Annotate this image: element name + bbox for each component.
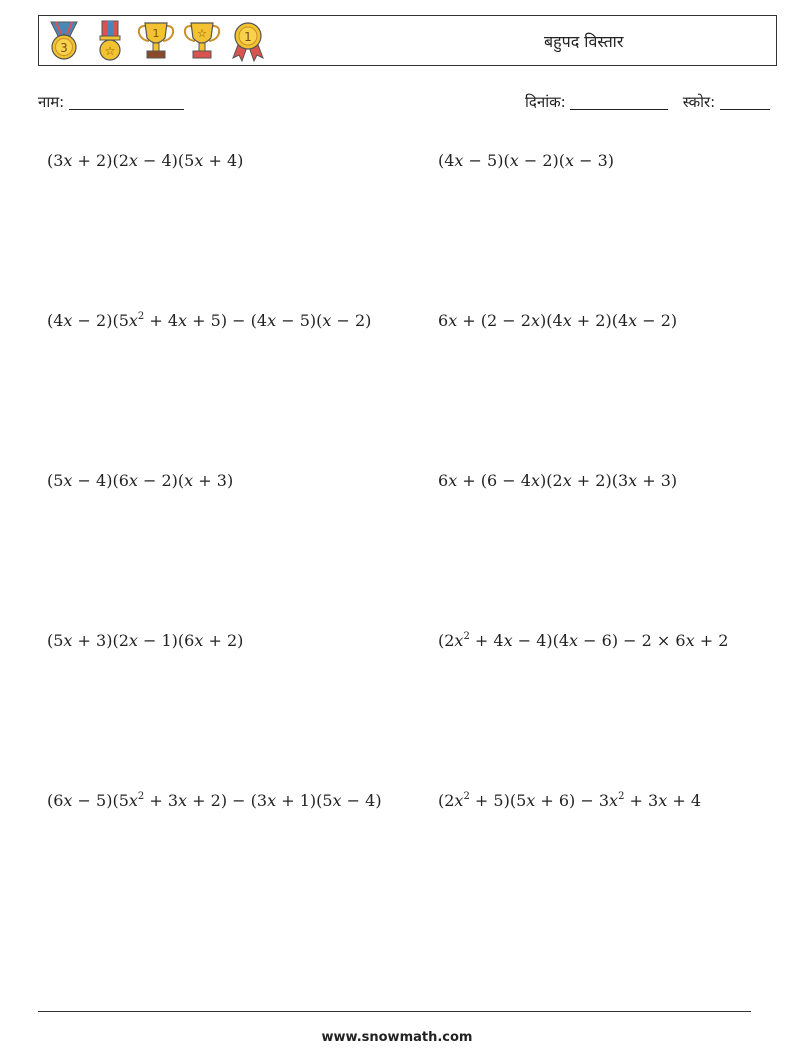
worksheet-header [38,15,777,66]
name-blank[interactable] [69,93,184,110]
problem-10: $(2x^2 + 5)(5x + 6) - 3x^2 + 3x + 4$ [438,791,702,810]
rosette-1-label: 1 [244,30,252,44]
problem-7: (5x + 3)(2x − 1)(6x + 2) [47,631,244,650]
icon-row [45,20,267,62]
name-field [38,92,184,112]
problem-2: (4x − 5)(x − 2)(x − 3) [438,151,615,170]
date-blank[interactable] [570,93,668,110]
date-score-field [525,92,770,112]
medal-3-icon [45,20,83,62]
problem-3: $(4x - 2)(5x^2 + 4x + 5) - (4x - 5)(x - 2)$ [47,311,372,330]
footer-website: www.snowmath.com [321,1030,473,1045]
problem-4: 6x + (2 − 2x)(4x + 2)(4x − 2) [438,311,678,330]
worksheet-title: बहुपद विस्तार [544,32,624,51]
problem-9: $(6x - 5)(5x^2 + 3x + 2) - (3x + 1)(5x - 4)$ [47,791,382,810]
medal-star-label: ☆ [104,44,116,58]
problem-8: $(2x^2 + 4x - 4)(4x - 6) - 2 \times 6x + 2$ [438,631,729,650]
problem-6: 6x + (6 − 4x)(2x + 2)(3x + 3) [438,471,678,490]
footer-divider [38,1011,751,1012]
name-label: नाम: [38,93,65,111]
score-blank[interactable] [720,93,770,110]
problem-1: (3x + 2)(2x − 4)(5x + 4) [47,151,244,170]
score-label: स्कोर: [682,93,716,111]
trophy-1-label: 1 [152,27,160,40]
trophy-star-label: ☆ [197,27,207,40]
medal-star-icon [91,20,129,62]
date-label: दिनांक: [525,93,566,111]
rosette-1-icon [229,20,267,62]
medal-3-label: 3 [60,41,68,55]
problem-5: (5x − 4)(6x − 2)(x + 3) [47,471,234,490]
trophy-star-icon [183,20,221,62]
trophy-1-icon [137,20,175,62]
